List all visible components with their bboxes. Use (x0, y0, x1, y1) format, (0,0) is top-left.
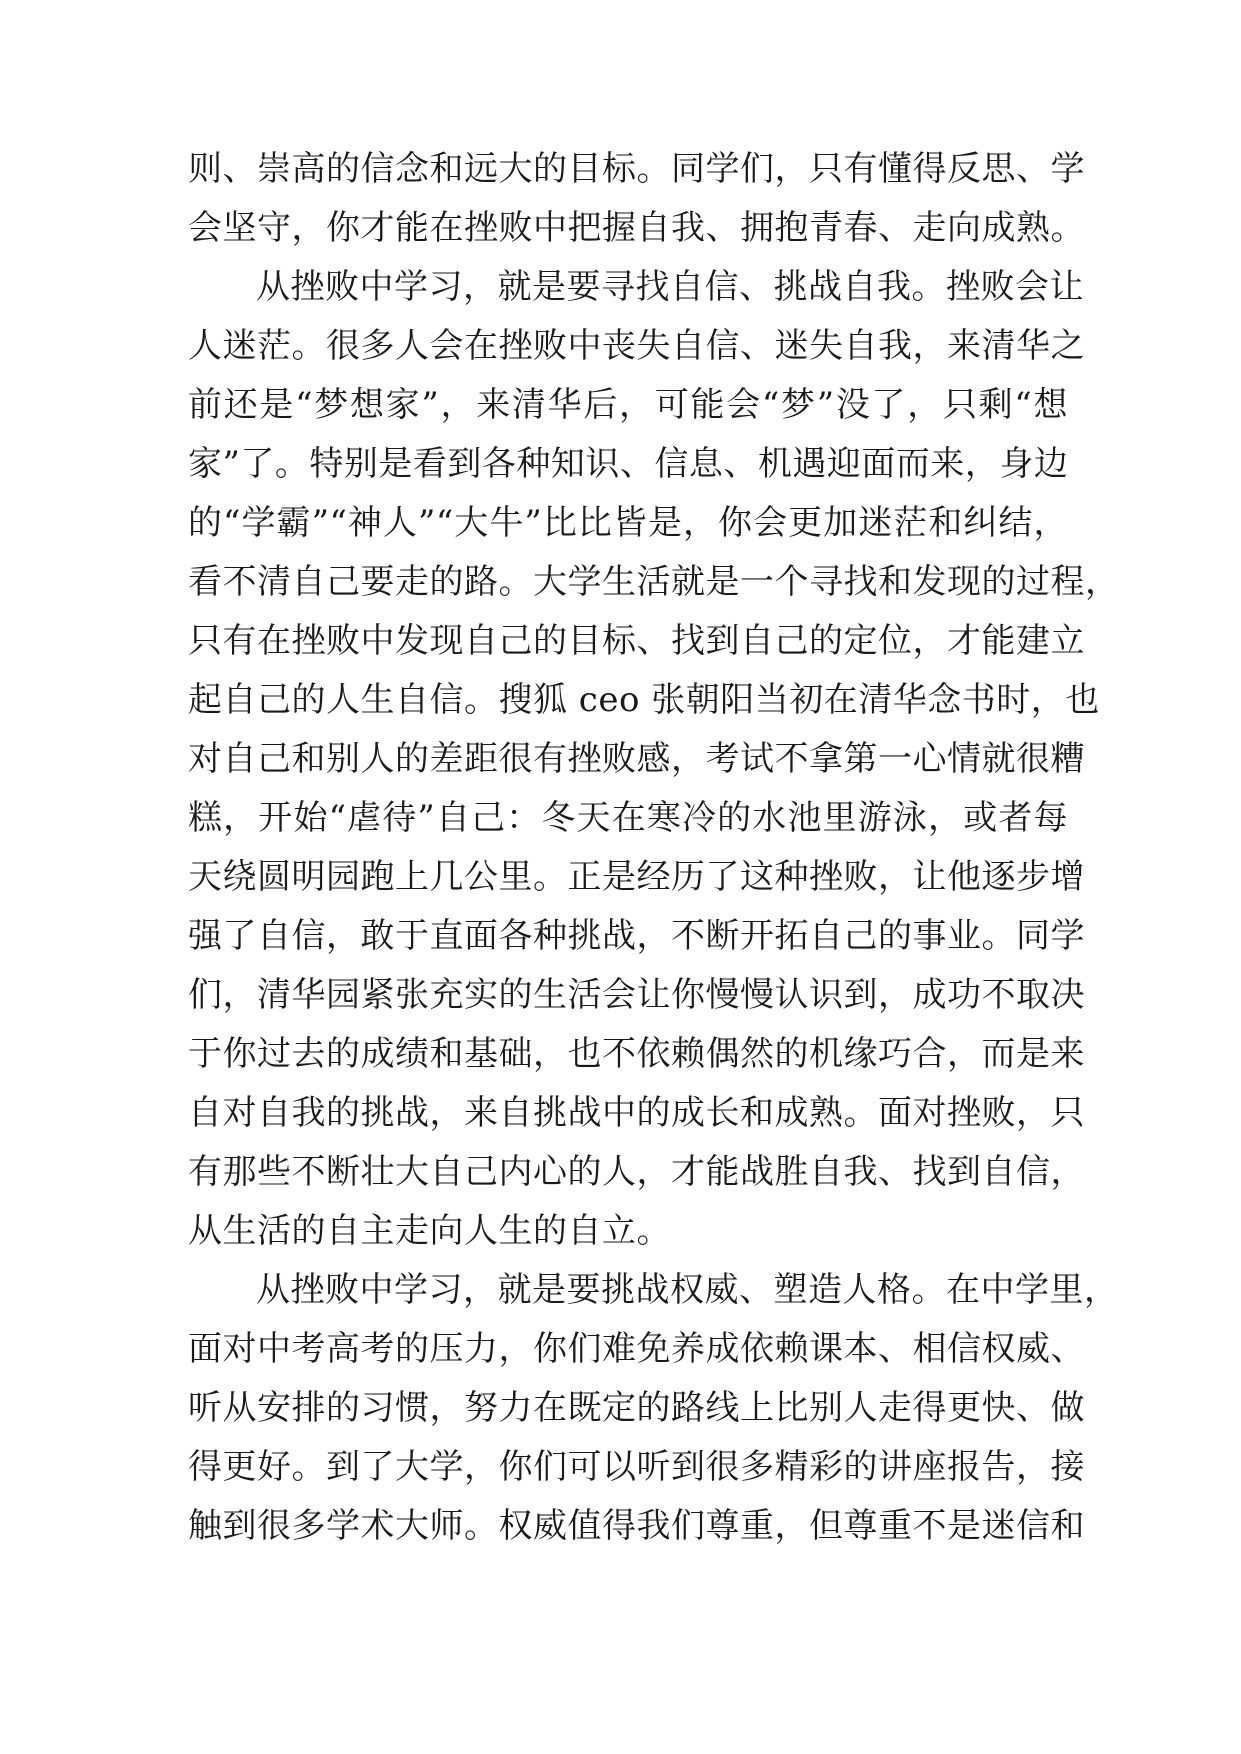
body-text (188, 140, 1120, 1556)
paragraph-p2-line: 自对自我的挑战，来自挑战中的成长和成熟。面对挫败，只 (188, 1093, 1085, 1133)
paragraph-p2-line: 对自己和别人的差距很有挫败感，考试不拿第一心情就很糟 (188, 739, 1085, 779)
paragraph-p2-line: 只有在挫败中发现自己的目标、找到自己的定位，才能建立 (188, 621, 1085, 661)
paragraph-p3-line: 听从安排的习惯，努力在既定的路线上比别人走得更快、做 (188, 1388, 1085, 1428)
paragraph-p3-line: 面对中考高考的压力，你们难免养成依赖课本、相信权威、 (188, 1329, 1085, 1369)
paragraph-p3-line: 从挫败中学习，就是要挑战权威、塑造人格。在中学里， (256, 1270, 1119, 1310)
paragraph-p2-line: 从挫败中学习，就是要寻找自信、挑战自我。挫败会让 (256, 267, 1084, 307)
paragraph-p2-line: 起自己的人生自信。搜狐 ceo 张朝阳当初在清华念书时，也 (188, 680, 1100, 720)
paragraph-p3-line: 触到很多学术大师。权威值得我们尊重，但尊重不是迷信和 (188, 1506, 1085, 1546)
paragraph-p2-line: 的“学霸”“神人”“大牛”比比皆是，你会更加迷茫和纠结， (188, 503, 1068, 543)
paragraph-p2-line: 们，清华园紧张充实的生活会让你慢慢认识到，成功不取决 (188, 975, 1085, 1015)
paragraph-p2-line: 天绕圆明园跑上几公里。正是经历了这种挫败，让他逐步增 (188, 857, 1085, 897)
paragraph-p2-line: 前还是“梦想家”，来清华后，可能会“梦”没了，只剩“想 (188, 385, 1068, 425)
paragraph-p1-line: 会坚守，你才能在挫败中把握自我、拥抱青春、走向成熟。 (188, 208, 1085, 248)
paragraph-p2-line: 强了自信，敢于直面各种挑战，不断开拓自己的事业。同学 (188, 916, 1085, 956)
paragraph-p2-line: 有那些不断壮大自己内心的人，才能战胜自我、找到自信， (188, 1152, 1085, 1192)
paragraph-p1-line: 则、崇高的信念和远大的目标。同学们，只有懂得反思、学 (188, 149, 1085, 189)
paragraph-p2-line: 糕，开始“虐待”自己：冬天在寒冷的水池里游泳，或者每 (188, 798, 1068, 838)
paragraph-p2-line: 于你过去的成绩和基础，也不依赖偶然的机缘巧合，而是来 (188, 1034, 1085, 1074)
paragraph-p2-line: 看不清自己要走的路。大学生活就是一个寻找和发现的过程， (188, 562, 1120, 602)
paragraph-p2-line: 从生活的自主走向人生的自立。 (188, 1211, 671, 1251)
paragraph-p2-line: 家”了。特别是看到各种知识、信息、机遇迎面而来，身边 (188, 444, 1069, 484)
paragraph-p2-line: 人迷茫。很多人会在挫败中丧失自信、迷失自我，来清华之 (188, 326, 1085, 366)
paragraph-p3-line: 得更好。到了大学，你们可以听到很多精彩的讲座报告，接 (188, 1447, 1085, 1487)
